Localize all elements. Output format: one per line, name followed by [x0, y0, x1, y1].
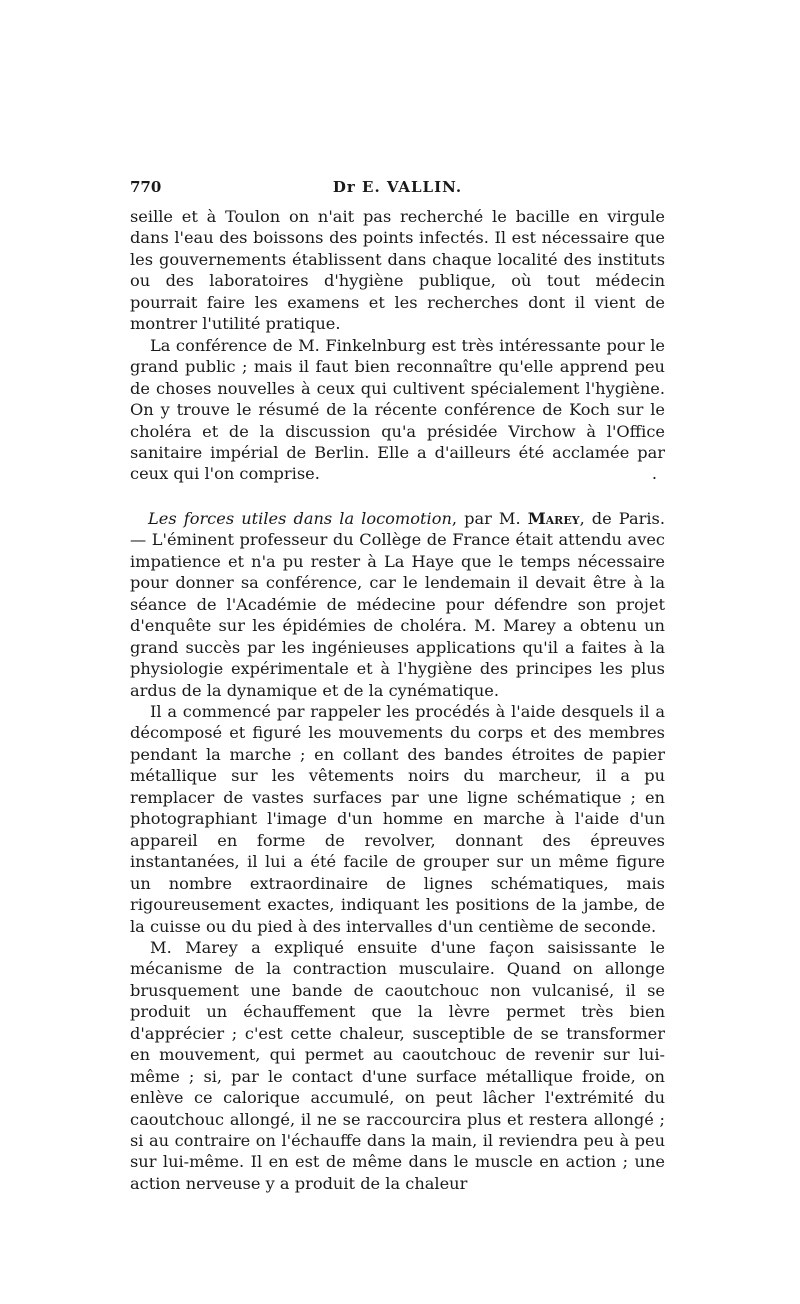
running-title: Dr E. VALLIN. [332, 178, 463, 196]
body-text [130, 206, 665, 1194]
paragraph-finkelnburg-text: La conférence de M. Finkelnburg est très intéressante pour le grand public ; mais il faut bien reconnaître qu'elle apprend peu de choses nouvelles à ceux qui cultivent spécialement l'hygiène. On y trouve le résumé de la récente conférence de Koch sur le choléra et de la discussion qu'a présidée Virchow à l'Office sanitaire impérial de Berlin. Elle a d'ailleurs été acclamée par ceux qui l'on comprise. [130, 335, 665, 484]
paragraph-finkelnburg [130, 335, 665, 485]
running-head [130, 178, 665, 202]
book-page [130, 178, 665, 1194]
paragraph-procedes: Il a commencé par rappeler les procédés à l'aide desquels il a décomposé et figuré les mouvements du corps et des membres pendant la marche ; en collant des bandes étroites de papier métallique sur les vêtements noirs du marcheur, il a pu remplacer de vastes surfaces par une ligne schématique ; en photographiant l'image d'un homme en marche à l'aide d'un appareil en forme de revolver, donnant des épreuves instantanées, il lui a été facile de grouper sur un même figure un nombre extraordinaire de lignes schématiques, mais rigoureusement exactes, indiquant les positions de la jambe, de la cuisse ou du pied à des intervalles d'un centième de seconde. [130, 701, 665, 936]
paragraph-end-mark: . [651, 464, 657, 484]
section-title: Les forces utiles dans la locomotion [148, 508, 452, 528]
author-name: Marey [527, 508, 580, 528]
section-marey-intro [130, 508, 665, 701]
page-number: 770 [130, 178, 162, 196]
section-by: , par M. [451, 508, 528, 528]
paragraph-continued: seille et à Toulon on n'ait pas recherché le bacille en virgule dans l'eau des boissons des points infectés. Il est nécessaire que les gouvernements établissent dans chaque localité des instituts ou des laboratoires d'hygiène publique, où tout médecin pourrait faire les examens et les recherches dont il vient de montrer l'utilité pratique. [130, 207, 665, 334]
paragraph-contraction: M. Marey a expliqué ensuite d'une façon saisissante le mécanisme de la contraction musculaire. Quand on allonge brusquement une bande de caoutchouc non vulcanisé, il se produit un échauffement que la lèvre permet très bien d'apprécier ; c'est cette chaleur, susceptible de se transformer en mouvement, qui permet au caoutchouc de revenir sur lui-même ; si, par le contact d'une surface métallique froide, on enlève ce calorique accumulé, on peut lâcher l'extrémité du caoutchouc allongé, il ne se raccourcira plus et restera allongé ; si au contraire on l'échauffe dans la main, il reviendra peu à peu sur lui-même. Il en est de même dans le muscle en action ; une action nerveuse y a produit de la chaleur [130, 937, 665, 1193]
section-intro-text: , de Paris. — L'éminent professeur du Collège de France était attendu avec impatience et n'a pu rester à La Haye que le temps nécessaire pour donner sa conférence, car le lendemain il devait être à la séance de l'Académie de médecine pour défendre son projet d'enquête sur les épidémies de choléra. M. Marey a obtenu un grand succès par les ingénieuses applications qu'il a faites à la physiologie expérimentale et à l'hygiène des principes les plus ardus de la dynamique et de la cynématique. [130, 508, 665, 700]
